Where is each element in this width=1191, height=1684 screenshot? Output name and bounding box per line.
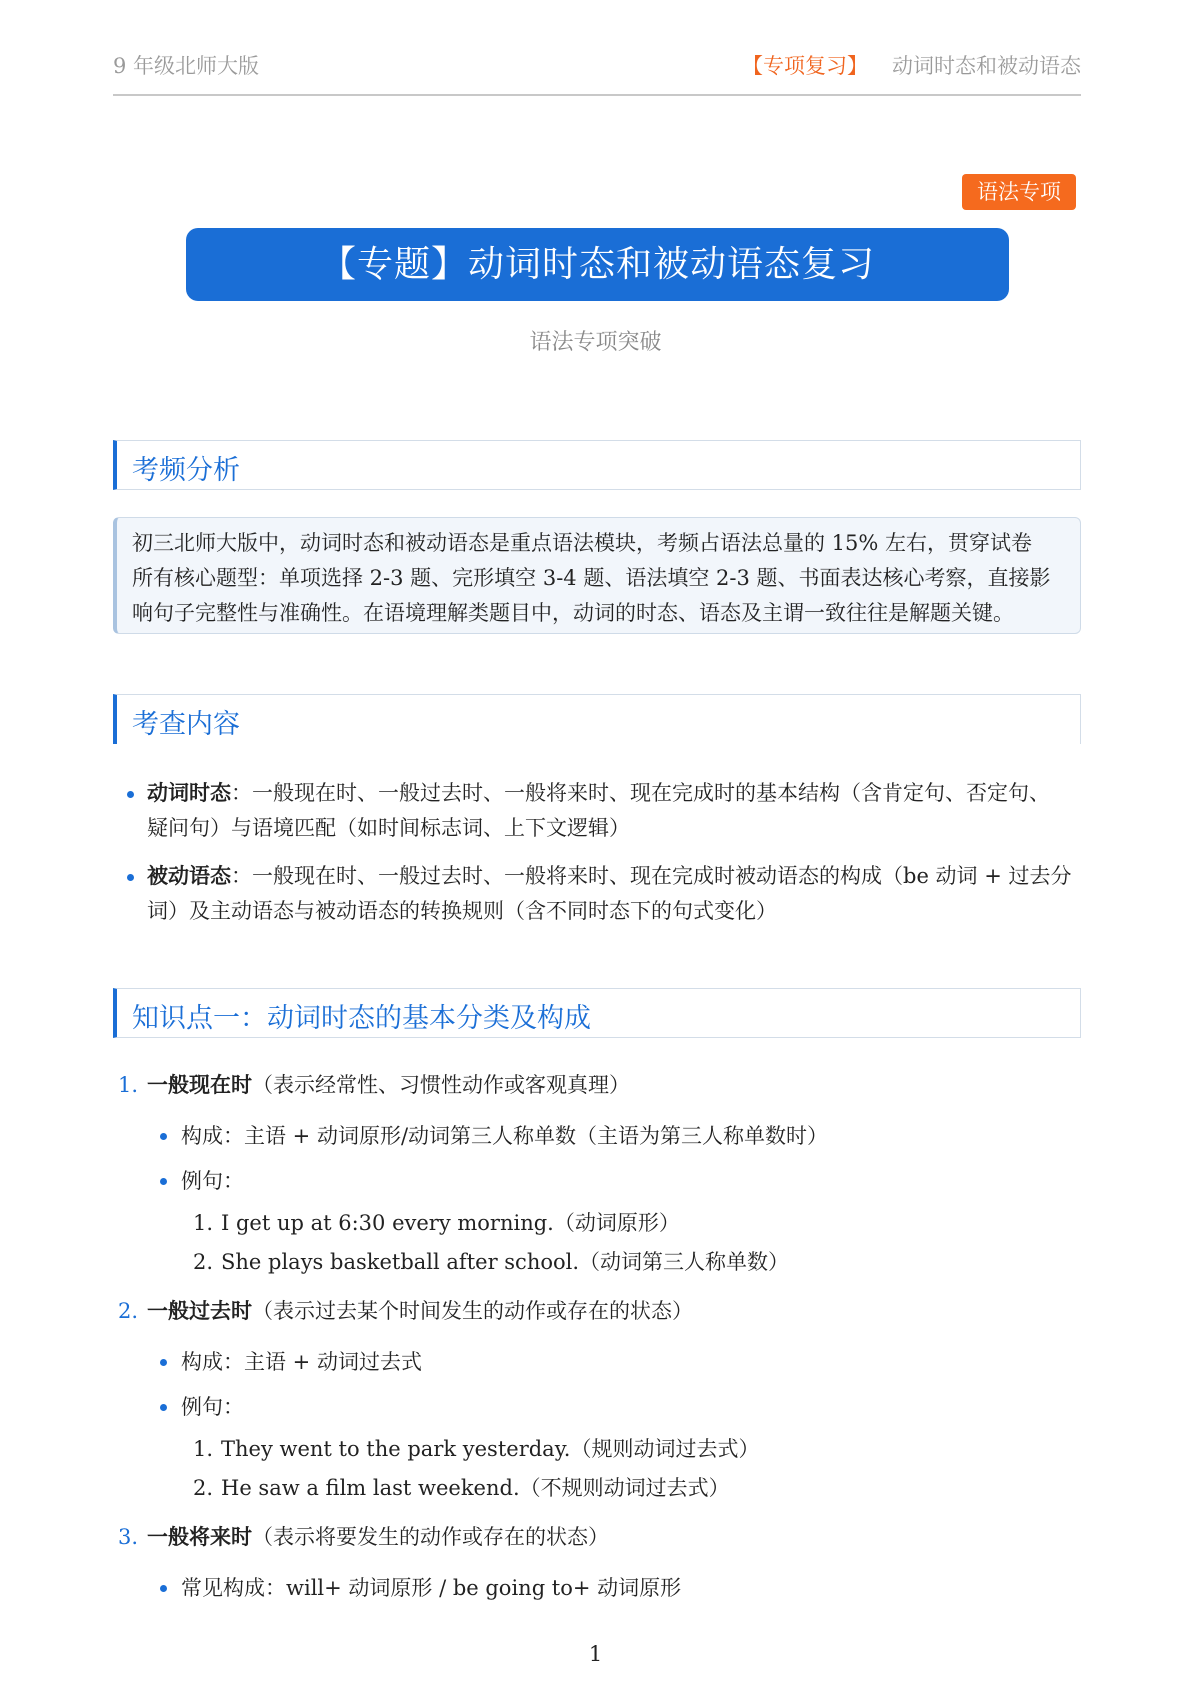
sub-item (113, 1571, 1083, 1605)
bullet-dot-icon (160, 1404, 167, 1411)
sub-item-text: 常见构成：will+ 动词原形 / be going to+ 动词原形 (181, 1576, 682, 1600)
sub-item-text: 例句： (181, 1169, 244, 1193)
example-number: 2. (193, 1250, 214, 1274)
knowledge-point-list (113, 1068, 1083, 1605)
sub-item (113, 1390, 1083, 1424)
item-term: 一般现在时 (147, 1073, 252, 1097)
item-number: 1. (118, 1073, 139, 1097)
header-right (742, 50, 1081, 80)
example-text: They went to the park yesterday.（规则动词过去式） (221, 1437, 760, 1461)
bullet-dot-icon (160, 1585, 167, 1592)
bullet-text: 词）及主动语态与被动语态的转换规则（含不同时态下的句式变化） (147, 899, 777, 923)
example-item (113, 1432, 1083, 1466)
list-item (113, 776, 1083, 846)
item-number: 3. (118, 1525, 139, 1549)
section-heading-text: 知识点一：动词时态的基本分类及构成 (132, 1003, 591, 1034)
bullet-text: ：一般现在时、一般过去时、一般将来时、现在完成时被动语态的构成（be 动词 + 过去分 (231, 864, 1072, 888)
analysis-line: 所有核心题型：单项选择 2-3 题、完形填空 3-4 题、语法填空 2-3 题、书面表达核心考察，直接影 (132, 566, 1051, 590)
bullet-text: 疑问句）与语境匹配（如时间标志词、上下文逻辑） (147, 816, 630, 840)
example-item (113, 1206, 1083, 1240)
list-item (113, 1294, 1083, 1328)
analysis-box (113, 517, 1081, 634)
item-desc: （表示经常性、习惯性动作或客观真理） (252, 1073, 630, 1097)
item-term: 一般过去时 (147, 1299, 252, 1323)
bullet-dot-icon (160, 1359, 167, 1366)
item-desc: （表示过去某个时间发生的动作或存在的状态） (252, 1299, 693, 1323)
bullet-dot-icon (160, 1178, 167, 1185)
item-desc: （表示将要发生的动作或存在的状态） (252, 1525, 609, 1549)
section-heading-text: 考查内容 (132, 709, 240, 740)
bullet-dot-icon (127, 791, 134, 798)
bullet-dot-icon (127, 874, 134, 881)
grammar-badge: 语法专项 (962, 174, 1076, 210)
header-topic: 动词时态和被动语态 (892, 54, 1081, 78)
item-term: 一般将来时 (147, 1525, 252, 1549)
example-item (113, 1245, 1083, 1279)
page-subtitle: 语法专项突破 (529, 330, 662, 355)
sub-item-text: 例句： (181, 1395, 244, 1419)
page-title: 【专题】动词时态和被动语态复习 (186, 228, 1009, 301)
bullet-text: ：一般现在时、一般过去时、一般将来时、现在完成时的基本结构（含肯定句、否定句、 (231, 781, 1050, 805)
example-text: She plays basketball after school.（动词第三人称单数） (221, 1250, 790, 1274)
example-number: 2. (193, 1476, 214, 1500)
section-heading-content (113, 694, 1081, 744)
item-number: 2. (118, 1299, 139, 1323)
sub-item (113, 1345, 1083, 1379)
sub-item (113, 1119, 1083, 1153)
section-heading-text: 考频分析 (132, 455, 240, 486)
analysis-line: 响句子完整性与准确性。在语境理解类题目中，动词的时态、语态及主谓一致往往是解题关键。 (132, 601, 1014, 625)
sub-item-text: 构成：主语 + 动词原形/动词第三人称单数（主语为第三人称单数时） (181, 1124, 829, 1148)
bullet-term: 动词时态 (147, 781, 231, 805)
page-header (113, 44, 1081, 96)
example-text: He saw a film last weekend.（不规则动词过去式） (221, 1476, 730, 1500)
example-text: I get up at 6:30 every morning.（动词原形） (221, 1211, 680, 1235)
example-number: 1. (193, 1211, 214, 1235)
bullet-term: 被动语态 (147, 864, 231, 888)
content-bullet-list (113, 776, 1083, 942)
sub-item-text: 构成：主语 + 动词过去式 (181, 1350, 422, 1374)
example-item (113, 1471, 1083, 1505)
list-item (113, 1068, 1083, 1102)
header-grade: 9 年级北师大版 (113, 54, 260, 78)
page-number: 1 (588, 1642, 603, 1666)
analysis-line: 初三北师大版中，动词时态和被动语态是重点语法模块，考频占语法总量的 15% 左右，贯穿试卷 (132, 531, 1033, 555)
sub-item (113, 1164, 1083, 1198)
header-tag: 【专项复习】 (742, 54, 868, 78)
section-heading-kp1 (113, 988, 1081, 1038)
list-item (113, 859, 1083, 929)
example-number: 1. (193, 1437, 214, 1461)
list-item (113, 1520, 1083, 1554)
bullet-dot-icon (160, 1133, 167, 1140)
section-heading-analysis (113, 440, 1081, 490)
